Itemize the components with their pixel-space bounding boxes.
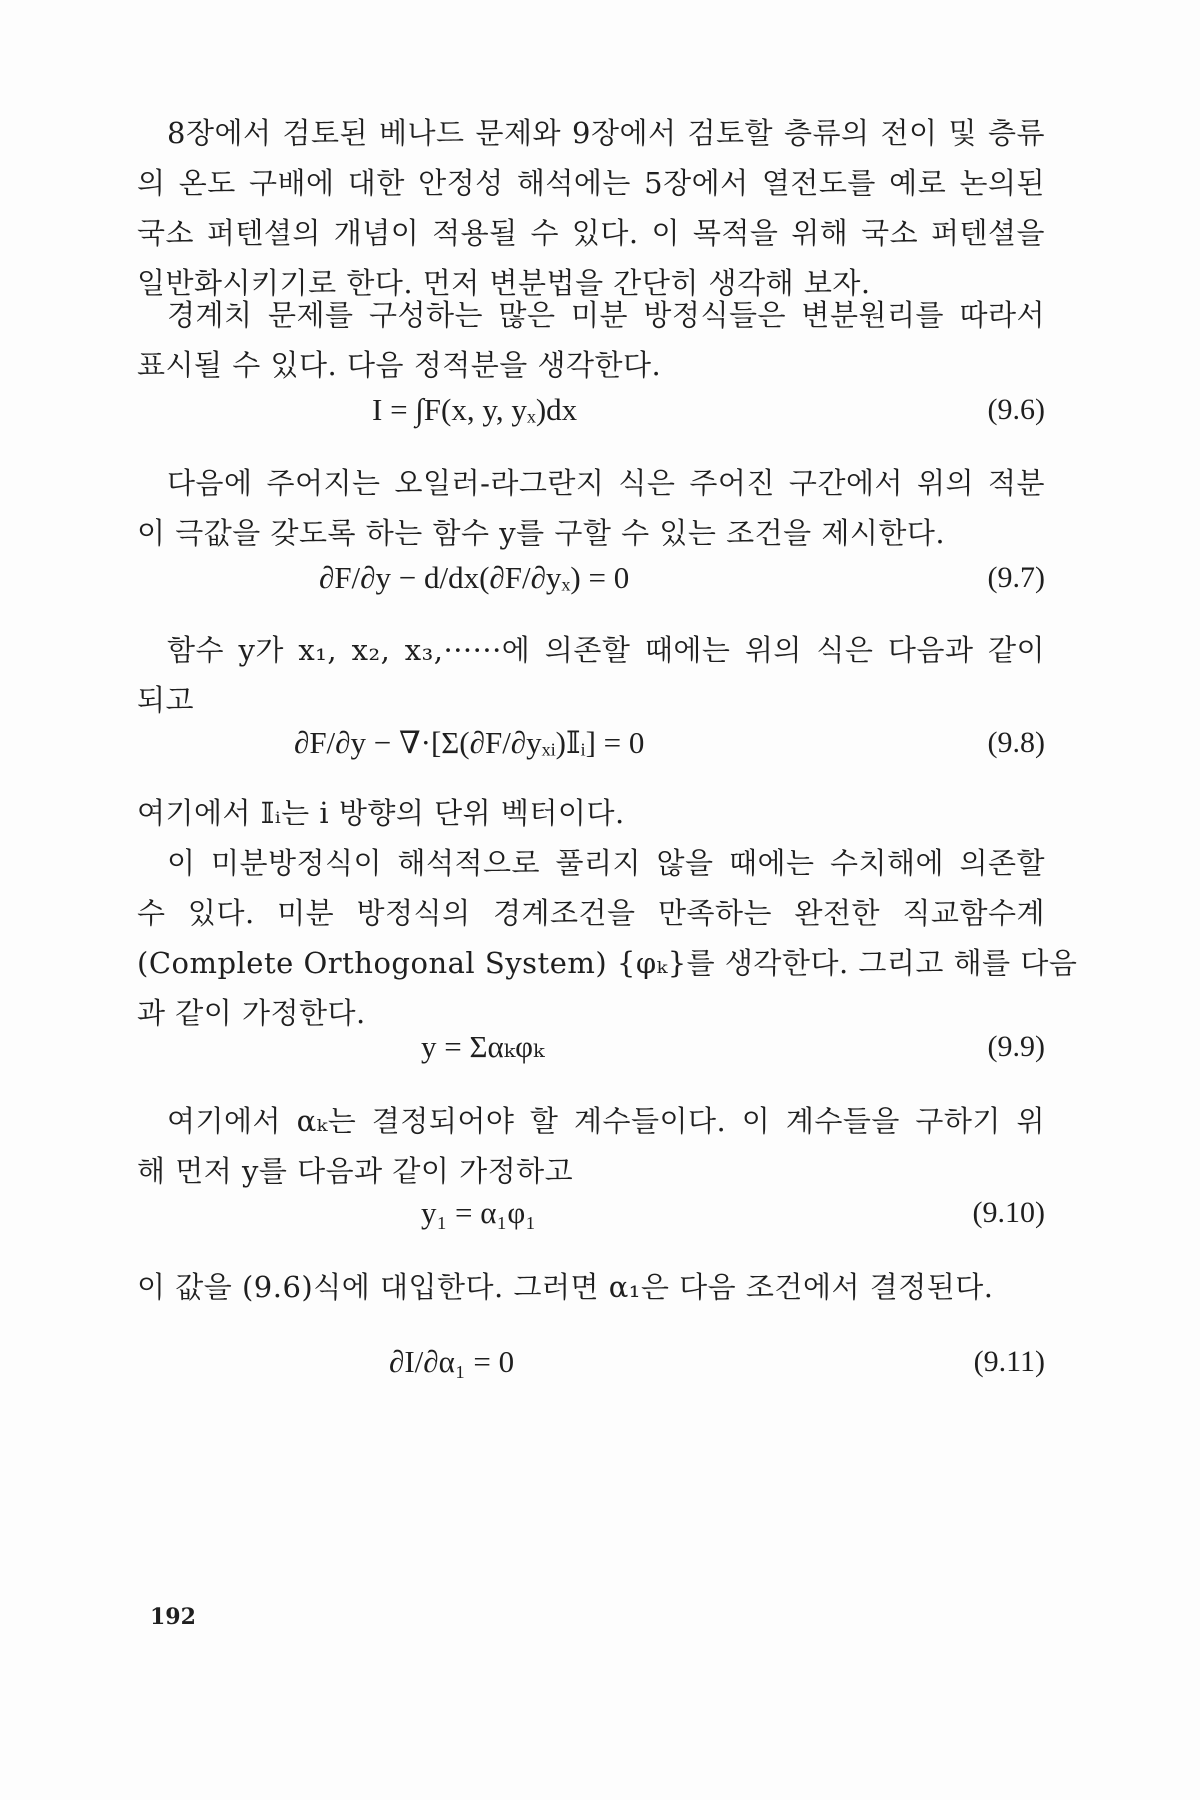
equation-9-11 [137, 1337, 1045, 1387]
text-line: (Complete Orthogonal System) {φₖ}를 생각한다. 그리고 해를 다음 [137, 946, 1078, 980]
equation-number: (9.8) [987, 726, 1045, 759]
paragraph-variational [137, 290, 1045, 390]
equation-9-9 [137, 1022, 1045, 1072]
text-line: 표시될 수 있다. 다음 정적분을 생각한다. [137, 348, 662, 382]
equation-expression: y₁ = α₁φ₁ [421, 1195, 537, 1230]
equation-number: (9.9) [987, 1030, 1045, 1063]
text-line: 이 극값을 갖도록 하는 함수 y를 구할 수 있는 조건을 제시한다. [137, 516, 946, 550]
text-line: 함수 y가 x₁, x₂, x₃,······에 의존할 때에는 위의 식은 다음과 같이 [167, 633, 1045, 667]
paragraph-numerical [137, 838, 1078, 1038]
text-line: 의 온도 구배에 대한 안정성 해석에는 5장에서 열전도를 예로 논의된 [137, 166, 1045, 200]
text-line: 일반화시키기로 한다. 먼저 변분법을 간단히 생각해 보자. [137, 266, 871, 300]
text-line: 다음에 주어지는 오일러-라그란지 식은 주어진 구간에서 위의 적분 [167, 466, 1045, 500]
equation-9-6 [137, 385, 1045, 435]
text-line: 수 있다. 미분 방정식의 경계조건을 만족하는 완전한 직교함수계 [137, 896, 1045, 930]
paragraph-coefficients [137, 1096, 1045, 1196]
text-line: 이 미분방정식이 해석적으로 풀리지 않을 때에는 수치해에 의존할 [167, 846, 1045, 880]
text-line: 국소 퍼텐셜의 개념이 적용될 수 있다. 이 목적을 위해 국소 퍼텐셜을 [137, 216, 1045, 250]
equation-number: (9.10) [972, 1196, 1045, 1229]
paragraph-euler-lagrange [137, 458, 1045, 558]
text-line: 여기에서 αₖ는 결정되어야 할 계수들이다. 이 계수들을 구하기 위 [167, 1104, 1045, 1138]
equation-9-10 [137, 1188, 1045, 1238]
text-line: 여기에서 𝕀ᵢ는 i 방향의 단위 벡터이다. [137, 796, 625, 830]
equation-expression: ∂I/∂α₁ = 0 [389, 1344, 515, 1379]
text-line: 해 먼저 y를 다음과 같이 가정하고 [137, 1154, 574, 1188]
text-line: 되고 [137, 683, 195, 717]
text-line: 경계치 문제를 구성하는 많은 미분 방정식들은 변분원리를 따라서 [167, 298, 1045, 332]
paragraph-substitution [137, 1262, 1045, 1312]
paragraph-multivariable [137, 625, 1045, 725]
equation-number: (9.7) [987, 561, 1045, 594]
equation-expression: I = ∫F(x, y, yₓ)dx [372, 392, 578, 427]
text-line: 과 같이 가정한다. [137, 996, 366, 1030]
equation-9-7 [137, 553, 1045, 603]
equation-9-8 [137, 718, 1045, 768]
equation-expression: ∂F/∂y − d/dx(∂F/∂yₓ) = 0 [319, 560, 630, 595]
equation-expression: ∂F/∂y − ∇·[Σ(∂F/∂yₓᵢ)𝕀ᵢ] = 0 [294, 725, 645, 760]
paragraph-unit-vector [137, 788, 1045, 838]
text-line: 이 값을 (9.6)식에 대입한다. 그러면 α₁은 다음 조건에서 결정된다. [137, 1270, 994, 1304]
equation-number: (9.6) [987, 393, 1045, 426]
page-number: 192 [150, 1604, 196, 1630]
text-line: 8장에서 검토된 베나드 문제와 9장에서 검토할 층류의 전이 및 층류 [167, 116, 1045, 150]
equation-expression: y = Σαₖφₖ [421, 1029, 545, 1064]
equation-number: (9.11) [973, 1345, 1045, 1378]
paragraph-intro [137, 108, 1045, 308]
